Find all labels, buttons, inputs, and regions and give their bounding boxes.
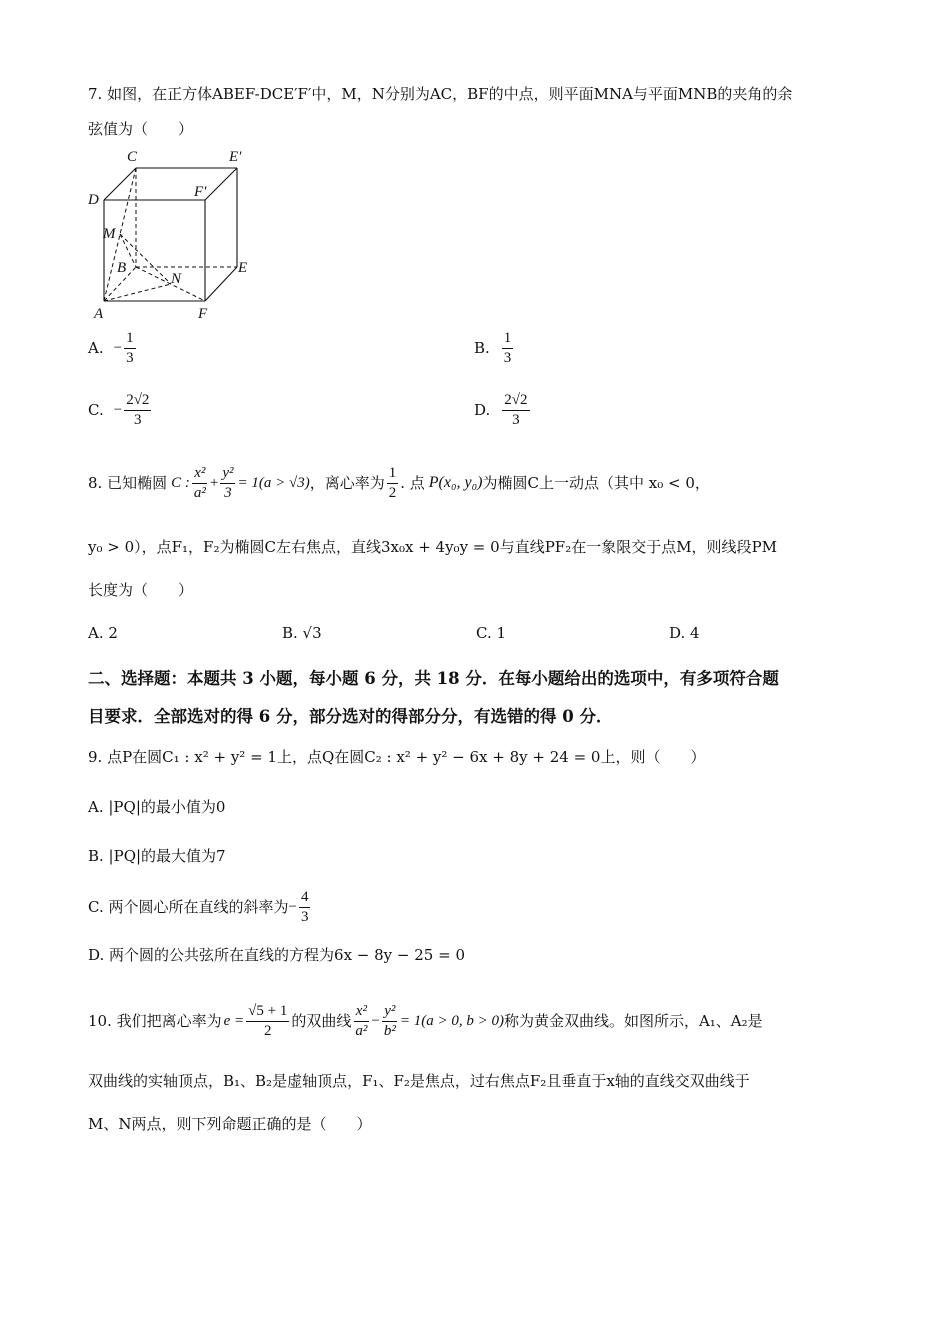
q8-e-den: 2 [388,484,397,501]
q9-option-c-num: 4 [299,888,311,908]
q8-tail2: 为椭圆C上一动点（其中 x₀ < 0， [482,474,710,492]
q7-option-b-den: 3 [503,349,512,366]
q8-ellipse-lhs: C : [171,475,190,491]
q7-option-a-num: 1 [124,329,136,349]
edge-F2E2 [205,168,237,200]
q10-e-num: √5 + 1 [246,1002,289,1022]
q10-minus: − [371,1013,380,1029]
q7-stem-line2: 弦值为（ ） [88,120,194,138]
q8-stem-line1 [88,460,710,506]
q8-y-num: y² [220,464,235,484]
q9-option-d[interactable]: D. 两个圆的公共弦所在直线的方程为6x − 8y − 25 = 0 [88,946,465,964]
q8-mid: ，离心率为 [309,474,385,492]
q7-option-c[interactable] [88,388,153,432]
q10-x-den: a² [355,1022,368,1039]
label-A: A [94,306,104,322]
q8-option-d[interactable]: D. 4 [669,624,700,642]
q7-option-b-label: B. [474,339,490,357]
q10-stem-line2: 双曲线的实轴顶点，B₁、B₂是虚轴顶点，F₁、F₂是焦点，过右焦点F₂且垂直于x轴的直线交双曲线于 [88,1072,750,1090]
label-F: F [198,306,208,322]
q10-stem-line1 [88,996,763,1046]
edge-DC [104,168,136,200]
seg-AN [104,284,171,301]
q7-option-a-den: 3 [126,349,134,366]
q10-stem-line3: M、N两点，则下列命题正确的是（ ） [88,1115,372,1133]
q7-option-c-sign: − [113,402,123,418]
q7-option-a[interactable] [88,326,138,370]
q10-y-num: y² [382,1002,397,1022]
q9-stem: 9. 点P在圆C₁ : x² + y² = 1上，点Q在圆C₂ : x² + y² − 6x + 8y + 24 = 0上，则（ ） [88,748,706,766]
q10-y-den: b² [383,1022,396,1039]
q7-option-d-label: D. [474,401,491,419]
q7-option-c-num: 2√2 [124,391,151,411]
q9-option-b[interactable]: B. |PQ|的最大值为7 [88,847,226,865]
q10-pre: 10. 我们把离心率为 [88,1012,222,1030]
q8-tail1: . 点 [400,474,425,492]
q7-option-a-label: A. [88,339,104,357]
q10-tail: 称为黄金双曲线。如图所示，A₁、A₂是 [503,1012,763,1030]
label-B: B [117,260,127,276]
q10-e-den: 2 [264,1022,272,1039]
q9-option-a[interactable]: A. |PQ|的最小值为0 [88,798,226,816]
label-M: M [103,226,116,242]
q7-option-a-sign: − [113,340,123,356]
q8-x-den: a² [193,484,206,501]
edge-FE [205,267,237,301]
label-D: D [88,192,99,208]
q7-option-d[interactable] [474,388,532,432]
q10-x-num: x² [354,1002,369,1022]
q7-option-d-den: 3 [512,411,520,428]
q9-option-c[interactable] [88,884,312,930]
q7-option-c-den: 3 [134,411,142,428]
label-C: C [127,149,138,165]
q8-x-num: x² [192,464,207,484]
q9-option-c-sign: − [288,899,297,915]
q8-option-b[interactable]: B. √3 [282,624,322,642]
q9-option-c-text: C. 两个圆心所在直线的斜率为 [88,898,289,916]
q7-option-d-num: 2√2 [502,391,529,411]
q8-ellipse-rhs: = 1(a > √3) [237,475,310,491]
q9-option-c-den: 3 [300,908,309,925]
q10-rhs: = 1(a > 0, b > 0) [399,1013,504,1029]
q10-mid: 的双曲线 [291,1012,352,1030]
q8-stem-line3: 长度为（ ） [88,581,194,599]
q8-plus: + [209,475,219,491]
q8-y-den: 3 [224,484,232,501]
q8-stem-line2: y₀ > 0），点F₁，F₂为椭圆C左右焦点，直线3x₀x + 4y₀y = 0与直线PF₂在一象限交于点M，则线段PM [88,538,778,556]
q8-option-a[interactable]: A. 2 [88,624,118,642]
q7-option-b-num: 1 [502,329,514,349]
section2-heading-line1: 二、选择题：本题共 3 小题，每小题 6 分，共 18 分．在每小题给出的选项中，有多项符合题 [88,669,779,688]
q8-p-point: P(x₀, y₀) [428,474,483,491]
label-F-prime: F′ [194,184,207,200]
q8-intro: 8. 已知椭圆 [88,474,168,492]
cube-figure [84,143,264,323]
q8-option-c[interactable]: C. 1 [476,624,507,642]
section2-heading-line2: 目要求．全部选对的得 6 分，部分选对的得部分分，有选错的得 0 分． [88,707,613,726]
label-N: N [171,271,182,287]
label-E: E [238,260,248,276]
q8-e-num: 1 [387,464,399,484]
q7-option-c-label: C. [88,401,104,419]
label-E-prime: E′ [229,149,242,165]
q7-option-b[interactable] [474,326,515,370]
seg-MN [120,234,171,284]
q10-e-lhs: e = [223,1013,245,1029]
q7-stem-line1: 7. 如图，在正方体ABEF-DCE′F′中，M，N分别为AC，BF的中点，则平面MNA与平面MNB的夹角的余 [88,85,793,103]
